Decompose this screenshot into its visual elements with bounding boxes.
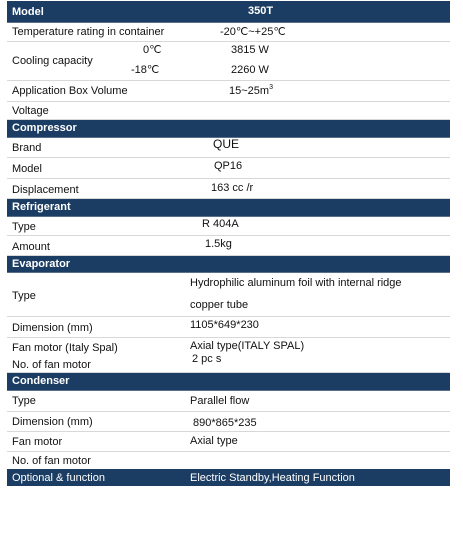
cooling-capacity-row <box>7 42 450 81</box>
evaporator-type-label: Type <box>12 290 36 302</box>
condenser-title: Condenser <box>12 375 70 387</box>
condenser-fan-label: Fan motor <box>12 436 63 448</box>
model-header-value: 350T <box>248 5 274 17</box>
evaporator-type-row <box>7 273 450 317</box>
voltage-label: Voltage <box>12 105 49 117</box>
temperature-value: -20℃~+25℃ <box>220 26 286 38</box>
compressor-row <box>7 138 450 158</box>
refrigerant-type-value: R 404A <box>202 218 239 230</box>
evaporator-row <box>7 354 450 373</box>
evaporator-row <box>7 317 450 338</box>
optional-function-label: Optional & function <box>12 472 105 484</box>
box-volume-row <box>7 81 450 102</box>
cooling-temp-1: -18℃ <box>131 64 160 76</box>
compressor-brand-label: Brand <box>12 142 42 154</box>
cooling-value-0: 3815 W <box>231 44 269 56</box>
evaporator-dimension-value: 1105*649*230 <box>190 319 259 331</box>
evaporator-fan-count-value: 2 pc s <box>192 353 222 365</box>
optional-function-row <box>7 469 450 486</box>
evaporator-dimension-label: Dimension (mm) <box>12 322 93 334</box>
optional-function-value: Electric Standby,Heating Function <box>190 472 355 484</box>
cooling-temp-0: 0℃ <box>143 44 162 56</box>
model-header-row <box>7 1 450 23</box>
temperature-row <box>7 23 450 42</box>
evaporator-title: Evaporator <box>12 258 71 270</box>
condenser-fan-count-label: No. of fan motor <box>12 455 91 467</box>
evaporator-fan-count-label: No. of fan motor <box>12 359 91 371</box>
evaporator-type-line2: copper tube <box>190 299 249 311</box>
box-volume-value: $15\sim 25m^3$ <box>229 84 273 97</box>
condenser-fan-value: Axial type <box>190 435 238 447</box>
condenser-type-label: Type <box>12 395 36 407</box>
condenser-row <box>7 432 450 452</box>
condenser-header <box>7 373 450 391</box>
condenser-row <box>7 391 450 412</box>
box-volume-label: Application Box Volume <box>12 85 128 97</box>
compressor-model-value: QP16 <box>214 160 243 172</box>
condenser-dimension-value: 890*865*235 <box>193 417 257 429</box>
refrigerant-row <box>7 236 450 256</box>
compressor-model-label: Model <box>12 163 42 175</box>
evaporator-header <box>7 256 450 273</box>
compressor-row <box>7 158 450 179</box>
refrigerant-title: Refrigerant <box>12 201 71 213</box>
cooling-value-1: 2260 W <box>231 64 269 76</box>
compressor-displacement-value: 163 cc /r <box>211 182 254 194</box>
compressor-header <box>7 120 450 138</box>
evaporator-fan-value: Axial type(ITALY SPAL) <box>190 340 305 352</box>
cooling-capacity-label: Cooling capacity <box>12 55 93 67</box>
model-header-label: Model <box>12 6 44 18</box>
refrigerant-type-label: Type <box>12 221 36 233</box>
temperature-label: Temperature rating in container <box>12 26 165 38</box>
evaporator-type-line1: Hydrophilic aluminum foil with internal ridge <box>190 277 402 289</box>
spec-sheet <box>7 1 450 486</box>
condenser-row <box>7 412 450 432</box>
compressor-brand-value: QUE <box>213 137 240 151</box>
evaporator-row <box>7 338 450 354</box>
condenser-dimension-label: Dimension (mm) <box>12 416 93 428</box>
voltage-row <box>7 102 450 120</box>
compressor-title: Compressor <box>12 122 77 134</box>
condenser-row <box>7 452 450 469</box>
evaporator-fan-label: Fan motor (Italy Spal) <box>12 342 118 354</box>
condenser-type-value: Parallel flow <box>190 395 250 407</box>
refrigerant-amount-label: Amount <box>12 241 50 253</box>
refrigerant-amount-value: 1.5kg <box>205 238 232 250</box>
compressor-displacement-label: Displacement <box>12 184 79 196</box>
refrigerant-row <box>7 217 450 236</box>
refrigerant-header <box>7 199 450 217</box>
compressor-row <box>7 179 450 199</box>
